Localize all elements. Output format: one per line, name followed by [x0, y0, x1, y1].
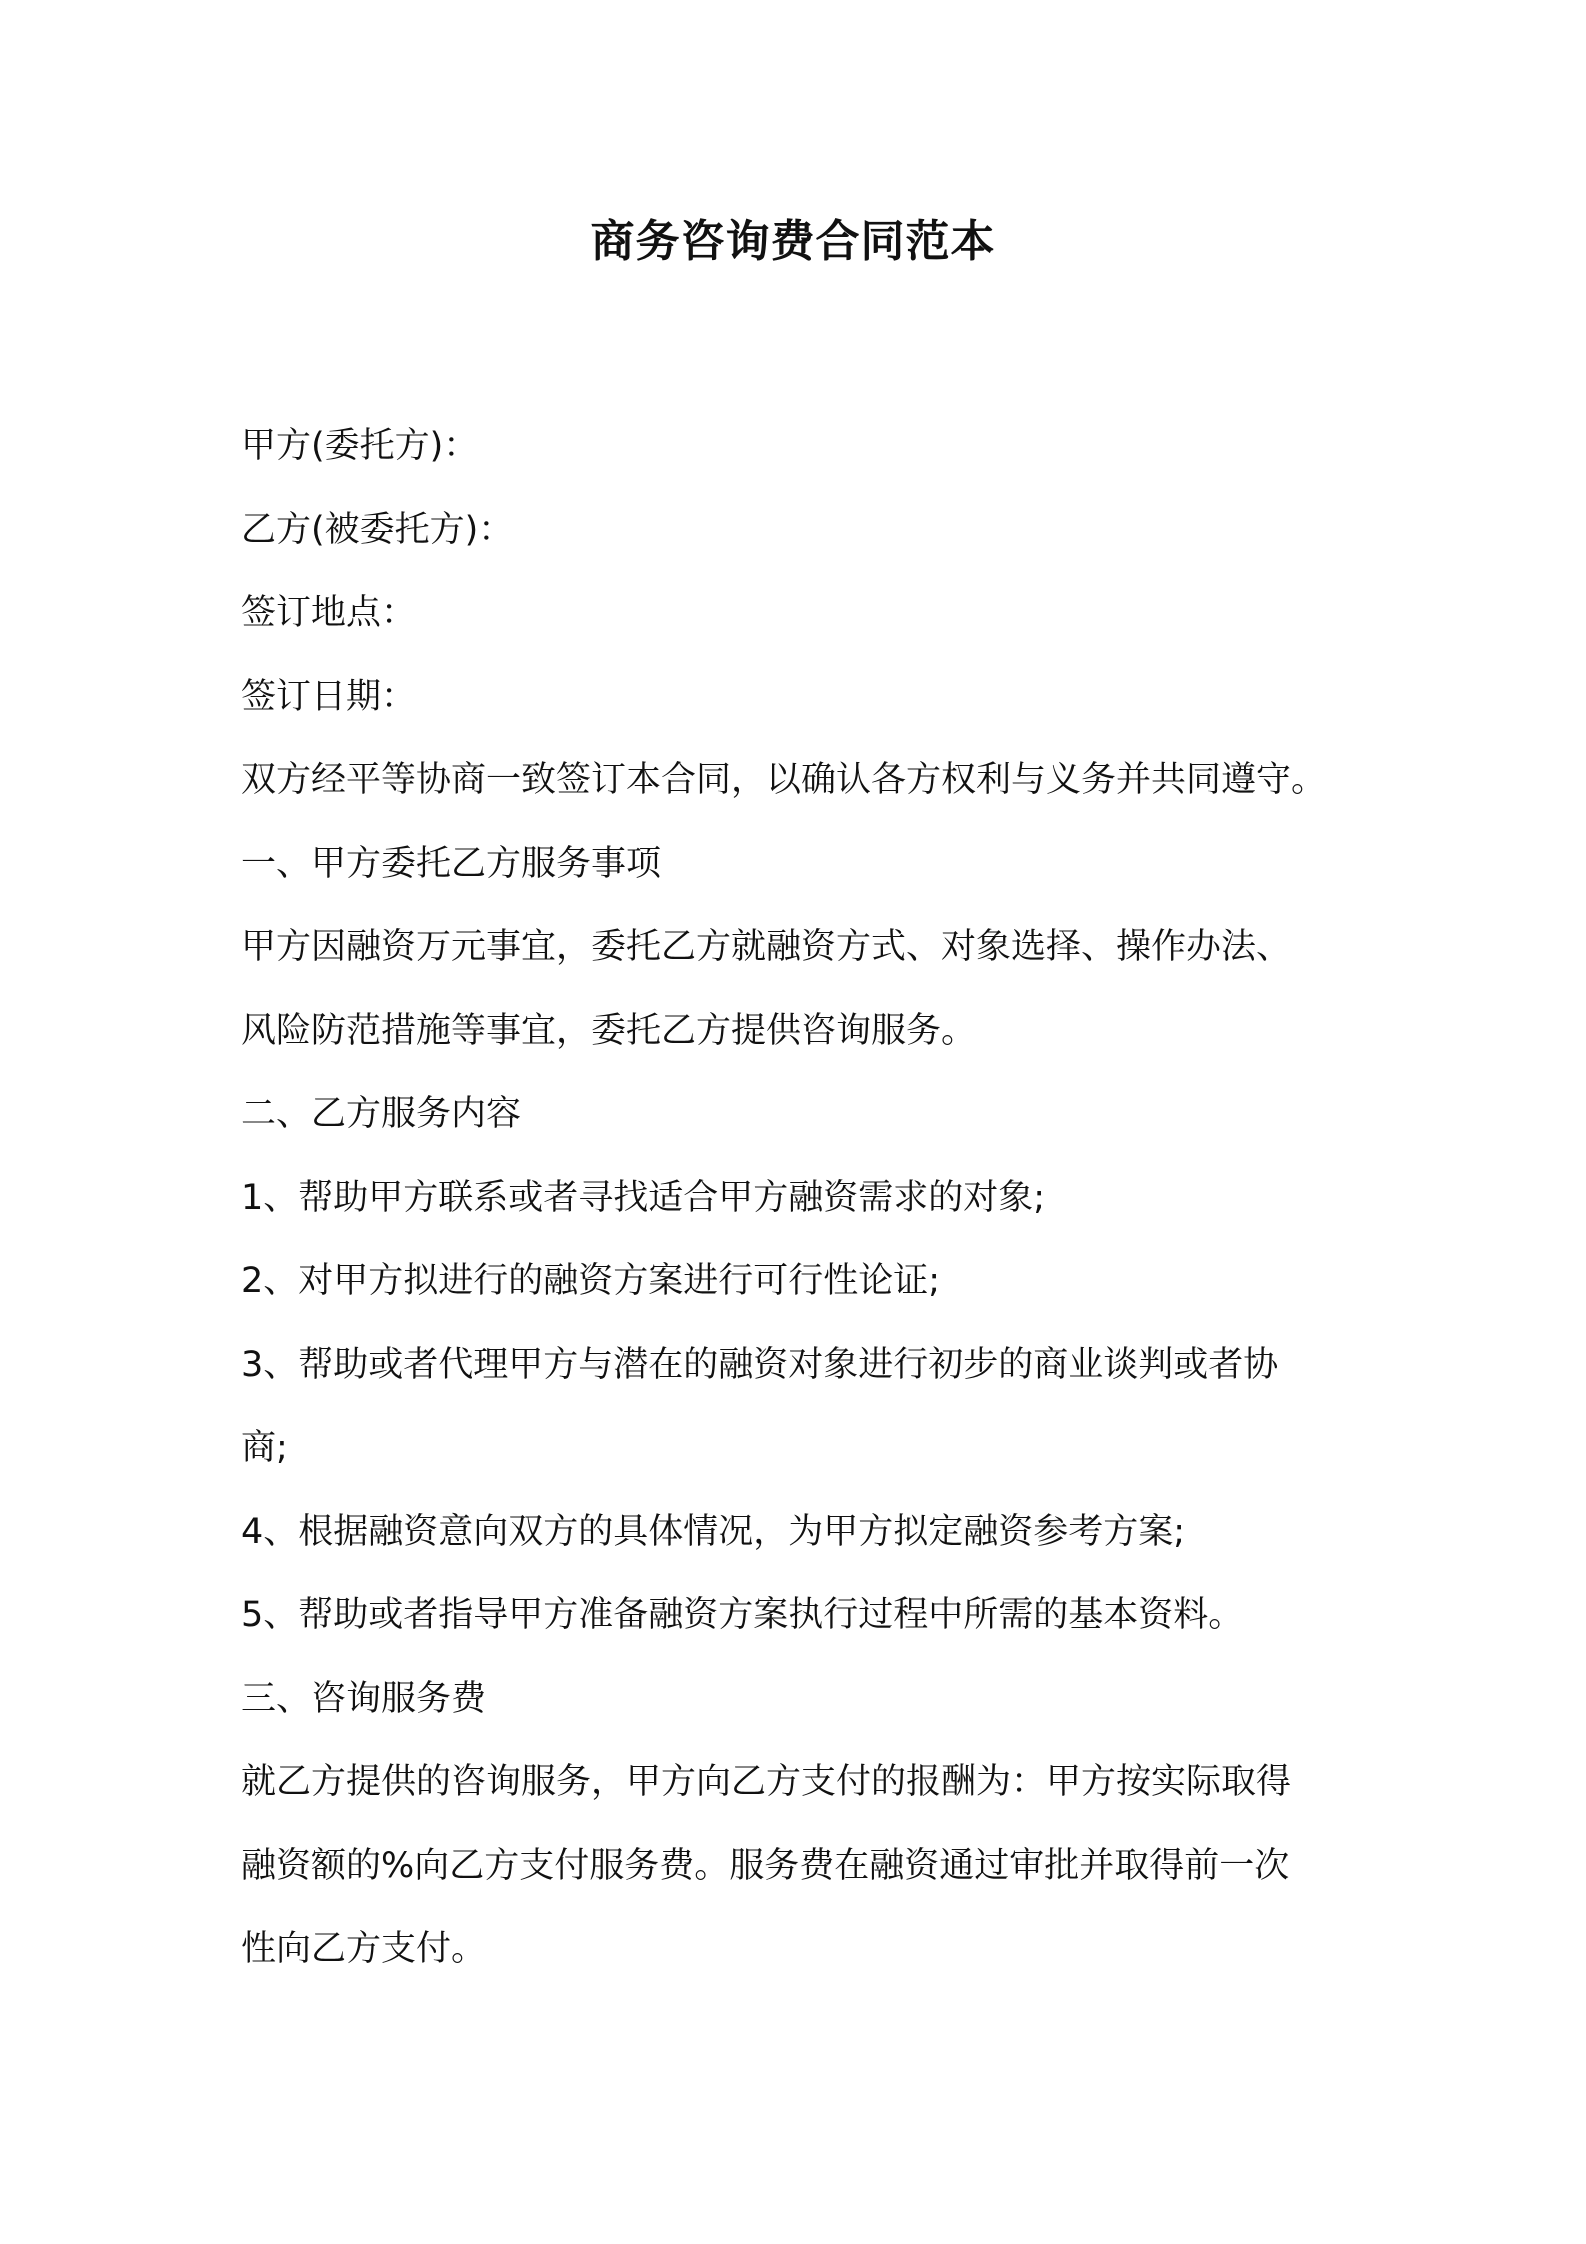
signing-date-line: 签订日期：	[241, 676, 417, 717]
list-item: 4、根据融资意向双方的具体情况，为甲方拟定融资参考方案;	[241, 1511, 1186, 1552]
paragraph-line: 甲方因融资万元事宜，委托乙方就融资方式、对象选择、操作办法、	[241, 927, 1292, 967]
paragraph-line: 性向乙方支付。	[241, 1929, 487, 1969]
list-item: 3、帮助或者代理甲方与潜在的融资对象进行初步的商业谈判或者协	[241, 1344, 1279, 1385]
section-heading-2: 二、乙方服务内容	[241, 1094, 522, 1134]
list-item: 2、对甲方拟进行的融资方案进行可行性论证;	[241, 1261, 941, 1301]
signing-place-line: 签订地点：	[241, 593, 417, 633]
paragraph-line: 风险防范措施等事宜，委托乙方提供咨询服务。	[241, 1010, 977, 1051]
section-heading-3: 三、咨询服务费	[241, 1678, 487, 1719]
list-item-continuation: 商;	[241, 1428, 288, 1468]
party-b-line: 乙方(被委托方)：	[241, 509, 514, 550]
document-title: 商务咨询费合同范本	[590, 216, 996, 267]
document-body	[241, 405, 1361, 1992]
list-item: 1、帮助甲方联系或者寻找适合甲方融资需求的对象;	[241, 1177, 1046, 1218]
paragraph-line: 就乙方提供的咨询服务，甲方向乙方支付的报酬为：甲方按实际取得	[241, 1762, 1292, 1802]
section-heading-1: 一、甲方委托乙方服务事项	[241, 843, 662, 884]
party-a-line: 甲方(委托方)：	[241, 426, 479, 466]
paragraph-line: 融资额的%向乙方支付服务费。服务费在融资通过审批并取得前一次	[241, 1845, 1290, 1886]
list-item: 5、帮助或者指导甲方准备融资方案执行过程中所需的基本资料。	[241, 1595, 1244, 1635]
preamble-paragraph: 双方经平等协商一致签订本合同，以确认各方权利与义务并共同遵守。	[241, 760, 1327, 800]
